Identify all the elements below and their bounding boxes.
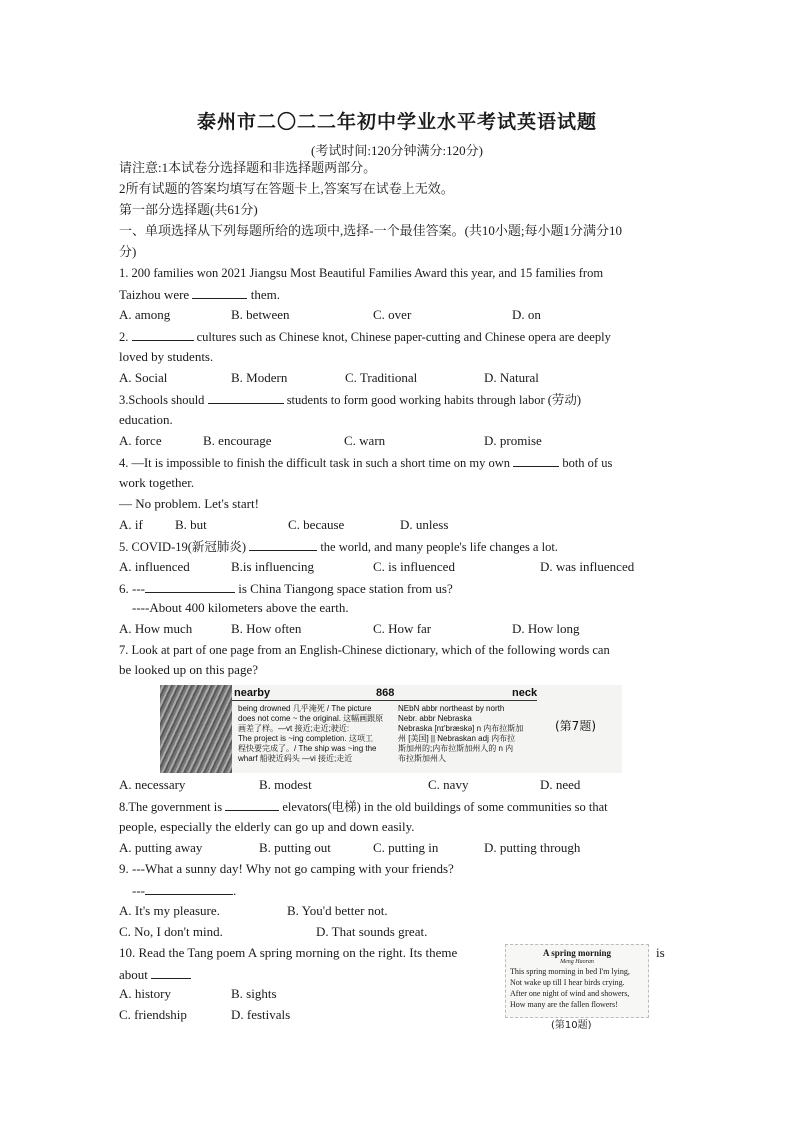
question-9-part: . xyxy=(233,883,237,898)
question-10-text-cont xyxy=(119,966,191,983)
question-8-text-cont: people, especially the elderly can go up and down easily. xyxy=(119,819,415,834)
option-d: D. putting through xyxy=(484,840,581,855)
option-a: A. if xyxy=(119,517,143,532)
dictionary-page-image xyxy=(160,685,622,773)
option-b: B. but xyxy=(175,517,207,532)
answer-blank xyxy=(151,966,191,979)
dictionary-left-guide-word: nearby xyxy=(234,687,271,699)
dictionary-caption: (第7题) xyxy=(555,719,596,733)
option-c: C. because xyxy=(288,517,345,532)
question-5-part: 5. COVID-19(新冠肺炎) xyxy=(119,540,247,554)
question-3-text-cont: education. xyxy=(119,412,173,427)
option-b: B. between xyxy=(231,307,290,322)
option-b: B. How often xyxy=(231,621,302,636)
question-6-reply: ----About 400 kilometers above the earth. xyxy=(132,600,349,615)
option-c: C. No, I don't mind. xyxy=(119,924,223,939)
question-8-part: 8.The government is xyxy=(119,800,223,814)
option-d: D. on xyxy=(512,307,541,322)
question-4-part: both of us xyxy=(562,456,613,470)
question-3-text xyxy=(119,391,581,408)
question-1-part: Taizhou were xyxy=(119,287,190,302)
answer-blank xyxy=(145,882,233,895)
dictionary-entry: Nebraska [nɪ'bræskə] n 内布拉斯加 xyxy=(398,724,524,733)
option-d: D. need xyxy=(540,777,581,792)
option-c: C. How far xyxy=(373,621,432,636)
option-c: C. over xyxy=(373,307,412,322)
question-2-number: 2. xyxy=(119,330,129,344)
question-2-text-cont: loved by students. xyxy=(119,349,214,364)
section-one-heading-cont: 分) xyxy=(119,244,137,259)
option-c: C. warn xyxy=(344,433,386,448)
answer-blank xyxy=(249,538,317,551)
option-d: D. promise xyxy=(484,433,542,448)
option-d: D. unless xyxy=(400,517,449,532)
question-7-text-cont: be looked up on this page? xyxy=(119,662,258,677)
option-b: B. sights xyxy=(231,986,277,1001)
option-d: D. was influenced xyxy=(540,559,635,574)
option-c: C. is influenced xyxy=(373,559,455,574)
option-b: B. Modern xyxy=(231,370,288,385)
dictionary-entry: does not come ~ the original. 这幅画跟原 xyxy=(238,714,384,723)
dictionary-entry: The project is ~ing completion. 这项工 xyxy=(238,734,373,743)
question-5-part: the world, and many people's life changes a lot. xyxy=(320,540,558,554)
option-d: D. How long xyxy=(512,621,580,636)
dictionary-header-rule xyxy=(232,700,537,701)
question-6-text xyxy=(119,580,453,597)
dictionary-entry: 布拉斯加州人 xyxy=(398,754,446,763)
part-one-heading: 第一部分选择题(共61分) xyxy=(119,202,258,217)
poem-line: After one night of wind and showers, xyxy=(510,989,630,998)
option-a: A. It's my pleasure. xyxy=(119,903,220,918)
question-10-part: about xyxy=(119,967,148,982)
dictionary-entry: 州 [美国] || Nebraskan adj 内布拉 xyxy=(398,734,516,743)
answer-blank xyxy=(145,580,235,593)
poem-caption: (第10题) xyxy=(551,1020,592,1031)
answer-blank xyxy=(132,328,194,341)
question-1-text: 1. 200 families won 2021 Jiangsu Most Beautiful Families Award this year, and 15 families from xyxy=(119,266,604,280)
option-c: C. Traditional xyxy=(345,370,418,385)
option-a: A. force xyxy=(119,433,162,448)
poem-line: Not wake up till I hear birds crying. xyxy=(510,978,625,987)
option-d: D. Natural xyxy=(484,370,539,385)
poem-line: How many are the fallen flowers! xyxy=(510,1000,618,1009)
question-4-text xyxy=(119,454,612,471)
question-9-part: --- xyxy=(132,883,145,898)
question-1-text-cont xyxy=(119,286,280,303)
poem-image xyxy=(505,944,649,1018)
question-3-part: students to form good working habits through labor (劳动) xyxy=(286,393,582,407)
dictionary-entry: 画差了样。—vt 接近;走近;驶近: xyxy=(238,724,350,733)
question-4-text-cont: work together. xyxy=(119,475,195,490)
dictionary-page-number: 868 xyxy=(376,687,395,699)
question-3-part: 3.Schools should xyxy=(119,393,205,407)
page-shadow xyxy=(160,685,232,773)
question-7-text: 7. Look at part of one page from an English-Chinese dictionary, which of the following words can xyxy=(119,643,610,657)
dictionary-entry: being drowned 几乎淹死 / The picture xyxy=(238,704,372,713)
question-10-text: 10. Read the Tang poem A spring morning on the right. Its theme xyxy=(119,945,458,960)
question-4-reply: — No problem. Let's start! xyxy=(119,496,259,511)
question-6-part: is China Tiangong space station from us? xyxy=(238,581,453,596)
option-c: C. putting in xyxy=(373,840,439,855)
question-9-reply xyxy=(132,882,236,899)
dictionary-entry: 程快要完成了。/ The ship was ~ing the xyxy=(238,744,377,753)
poem-line: This spring morning in bed I'm lying, xyxy=(510,967,630,976)
question-8-text xyxy=(119,798,608,815)
option-c: C. friendship xyxy=(119,1007,187,1022)
option-b: B. encourage xyxy=(203,433,272,448)
poem-title: A spring morning xyxy=(542,948,611,958)
option-a: A. history xyxy=(119,986,171,1001)
question-2-text xyxy=(119,328,611,345)
option-c: C. navy xyxy=(428,777,469,792)
option-a: A. How much xyxy=(119,621,193,636)
option-a: A. necessary xyxy=(119,777,186,792)
question-5-text xyxy=(119,538,558,555)
answer-blank xyxy=(513,454,559,467)
exam-subtitle: (考试时间:120分钟满分:120分) xyxy=(311,143,483,158)
dictionary-entry: 斯加州的;内布拉斯加州人的 n 内 xyxy=(398,744,514,753)
question-9-text: 9. ---What a sunny day! Why not go camping with your friends? xyxy=(119,861,454,876)
option-d: D. festivals xyxy=(231,1007,291,1022)
option-b: B. You'd better not. xyxy=(287,903,388,918)
option-b: B. modest xyxy=(259,777,312,792)
option-a: A. Social xyxy=(119,370,168,385)
answer-blank xyxy=(225,798,279,811)
question-1-part: them. xyxy=(250,287,280,302)
exam-title: 泰州市二〇二二年初中学业水平考试英语试题 xyxy=(196,112,597,133)
dictionary-entry: wharf 船驶近码头 —vi 接近;走近 xyxy=(238,754,353,763)
question-10-text-end: is xyxy=(656,945,665,960)
question-2-part: cultures such as Chinese knot, Chinese paper-cutting and Chinese opera are deeply xyxy=(196,330,611,344)
option-a: A. influenced xyxy=(119,559,190,574)
section-one-heading: 一、单项选择从下列每题所给的选项中,选择-一个最佳答案。(共10小题;每小题1分满分10 xyxy=(119,223,623,238)
option-b: B.is influencing xyxy=(231,559,315,574)
poem-author: Meng Haoran xyxy=(560,959,594,965)
option-a: A. putting away xyxy=(119,840,203,855)
answer-blank xyxy=(192,286,247,299)
notice-line-1: 请注意:1本试卷分选择题和非选择题两部分。 xyxy=(119,160,377,175)
notice-line-2: 2所有试题的答案均填写在答题卡上,答案写在试卷上无效。 xyxy=(119,181,454,196)
dictionary-entry: NEbN abbr northeast by north xyxy=(398,704,505,713)
answer-blank xyxy=(208,391,284,404)
option-d: D. That sounds great. xyxy=(316,924,428,939)
dictionary-right-guide-word: neck xyxy=(512,687,538,699)
question-6-part: 6. --- xyxy=(119,581,145,596)
question-8-part: elevators(电梯) in the old buildings of some communities so that xyxy=(282,800,608,814)
option-a: A. among xyxy=(119,307,171,322)
option-b: B. putting out xyxy=(259,840,331,855)
question-4-part: 4. —It is impossible to finish the difficult task in such a short time on my own xyxy=(119,456,511,470)
dictionary-entry: Nebr. abbr Nebraska xyxy=(398,714,472,723)
